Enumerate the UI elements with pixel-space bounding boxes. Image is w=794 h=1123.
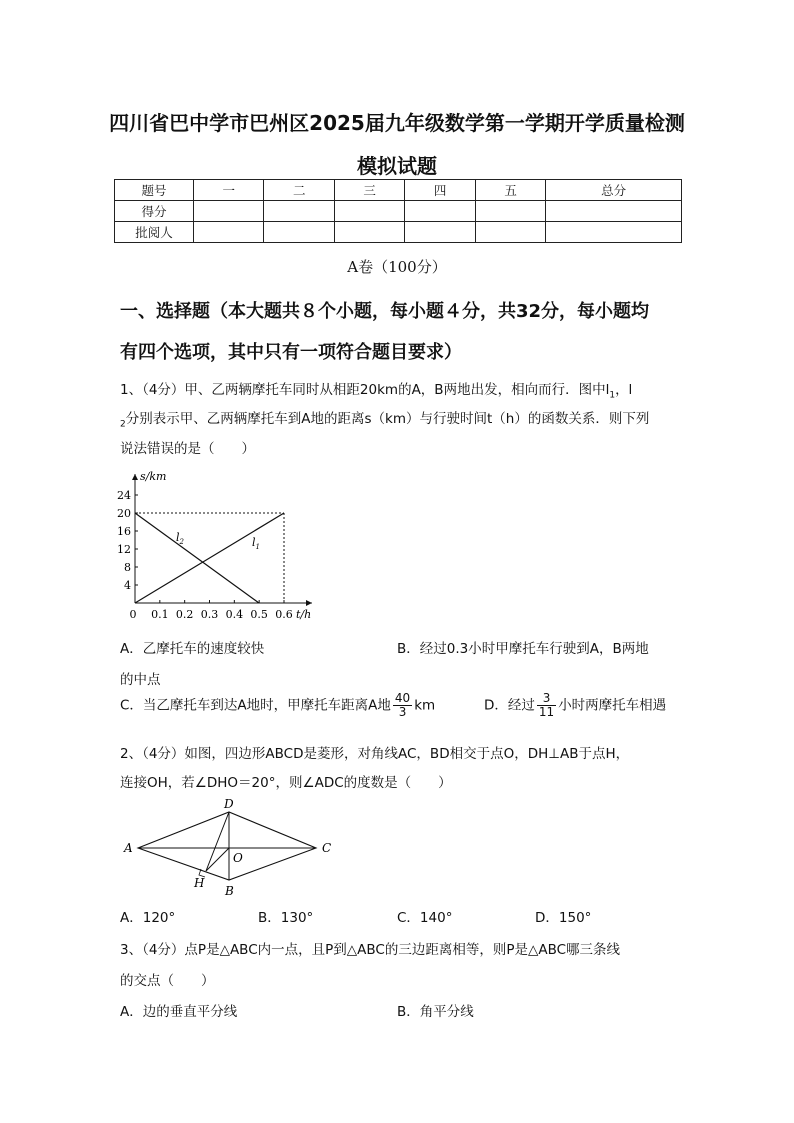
y-tick-label: 4 bbox=[124, 579, 131, 592]
volume-heading: A卷（100分） bbox=[347, 258, 447, 276]
x-tick-label: 0.5 bbox=[250, 608, 268, 621]
score-table-header-row bbox=[115, 180, 682, 201]
x-axis-label: t/h bbox=[296, 608, 312, 621]
l2-label: $l_2$ bbox=[176, 531, 184, 546]
q1-option-d-text: D．经过 bbox=[484, 697, 535, 714]
question-2-line1: 2、（4分）如图，四边形ABCD是菱形，对角线AC，BD相交于点O，DH⊥AB于点H， bbox=[120, 746, 630, 762]
page-title: 四川省巴中学市巴州区2025届九年级数学第一学期开学质量检测 bbox=[109, 111, 685, 135]
score-cell bbox=[475, 222, 545, 243]
q1-option-d bbox=[484, 692, 666, 719]
score-cell bbox=[194, 201, 264, 222]
y-tick-label: 16 bbox=[117, 525, 131, 538]
segment-oh bbox=[206, 848, 229, 871]
fraction bbox=[537, 692, 556, 719]
x-tick-label: 0.1 bbox=[151, 608, 169, 621]
score-table bbox=[114, 179, 682, 243]
denominator: 3 bbox=[398, 705, 407, 719]
segment-dh bbox=[206, 812, 229, 871]
score-table-header: 五 bbox=[475, 180, 545, 201]
page-title-line2: 模拟试题 bbox=[357, 154, 437, 178]
score-cell bbox=[264, 201, 334, 222]
q2-option-a: A．120° bbox=[120, 910, 176, 926]
rhombus-figure bbox=[112, 794, 352, 898]
denominator: 11 bbox=[538, 705, 555, 719]
y-tick-label: 12 bbox=[117, 543, 131, 556]
distance-time-graph bbox=[112, 466, 322, 626]
section-heading: 一、选择题（本大题共８个小题，每小题４分，共32分，每小题均 bbox=[120, 301, 650, 322]
q1-sub: 1 bbox=[609, 390, 616, 401]
question-3-line2: 的交点（ ） bbox=[120, 973, 215, 989]
y-tick-label: 24 bbox=[117, 489, 131, 502]
question-1-line1 bbox=[120, 378, 632, 401]
score-table-header: 题号 bbox=[115, 180, 194, 201]
q3-option-b: B．角平分线 bbox=[397, 1004, 474, 1020]
q1-text: 1、（4分）甲、乙两辆摩托车同时从相距20km的A，B两地出发，相向而行．图中l bbox=[120, 382, 610, 398]
score-table-row-label: 批阅人 bbox=[115, 222, 194, 243]
line-l2 bbox=[135, 513, 259, 603]
q1-option-b-cont: 的中点 bbox=[120, 672, 161, 688]
score-cell bbox=[475, 201, 545, 222]
score-cell bbox=[334, 201, 404, 222]
y-axis-arrow bbox=[132, 474, 138, 480]
q1-option-b: B．经过0.3小时甲摩托车行驶到A，B两地 bbox=[397, 641, 649, 657]
q2-option-b: B．130° bbox=[258, 910, 314, 926]
line-l1 bbox=[135, 513, 284, 603]
q3-option-a: A．边的垂直平分线 bbox=[120, 1004, 238, 1020]
question-1-line3: 说法错误的是（ ） bbox=[120, 441, 255, 457]
label-d: D bbox=[224, 797, 234, 811]
score-table-row bbox=[115, 201, 682, 222]
question-1-line2 bbox=[120, 407, 649, 430]
q1-option-a: A．乙摩托车的速度较快 bbox=[120, 641, 265, 657]
score-cell bbox=[264, 222, 334, 243]
x-axis-arrow bbox=[306, 600, 312, 606]
score-cell bbox=[546, 201, 682, 222]
label-c: C bbox=[322, 841, 332, 855]
y-tick-label: 20 bbox=[117, 507, 131, 520]
q1-option-c-text: C．当乙摩托车到达A地时，甲摩托车距离A地 bbox=[120, 697, 391, 714]
rhombus-abcd bbox=[138, 812, 316, 880]
fraction bbox=[393, 692, 412, 719]
l1-label: $l_1$ bbox=[252, 536, 260, 551]
label-a: A bbox=[124, 841, 133, 855]
x-tick-label: 0 bbox=[129, 608, 137, 621]
score-cell bbox=[405, 222, 475, 243]
x-tick-label: 0.3 bbox=[200, 608, 219, 621]
score-table-header: 四 bbox=[405, 180, 475, 201]
label-b: B bbox=[225, 884, 234, 898]
q1-option-c-unit: km bbox=[414, 697, 436, 714]
x-tick-label: 0.4 bbox=[225, 608, 244, 621]
label-o: O bbox=[233, 851, 243, 865]
score-cell bbox=[546, 222, 682, 243]
score-table-header: 二 bbox=[264, 180, 334, 201]
question-2-line2: 连接OH，若∠DHO＝20°，则∠ADC的度数是（ ） bbox=[120, 775, 452, 791]
y-axis-label: s/km bbox=[140, 470, 167, 483]
x-tick-label: 0.2 bbox=[175, 608, 194, 621]
y-tick-label: 8 bbox=[124, 561, 131, 574]
q1-text-2: 分别表示甲、乙两辆摩托车到A地的距离s（km）与行驶时间t（h）的函数关系．则下列 bbox=[125, 411, 650, 427]
score-table-header: 一 bbox=[194, 180, 264, 201]
x-tick-label: 0.6 bbox=[275, 608, 293, 621]
score-table-header: 总分 bbox=[546, 180, 682, 201]
numerator: 40 bbox=[394, 691, 411, 705]
score-table-header: 三 bbox=[334, 180, 404, 201]
score-cell bbox=[405, 201, 475, 222]
numerator: 3 bbox=[537, 692, 556, 706]
q2-option-d: D．150° bbox=[535, 910, 592, 926]
score-cell bbox=[334, 222, 404, 243]
score-table-row-label: 得分 bbox=[115, 201, 194, 222]
q1-sub2: 2 bbox=[120, 419, 126, 430]
section-heading-line2: 有四个选项，其中只有一项符合题目要求） bbox=[120, 342, 462, 363]
score-cell bbox=[194, 222, 264, 243]
q1-option-c bbox=[120, 692, 435, 719]
question-3-line1: 3、（4分）点P是△ABC内一点，且P到△ABC的三边距离相等，则P是△ABC哪三条线 bbox=[120, 942, 621, 958]
label-h: H bbox=[194, 876, 205, 890]
q1-option-d-text-2: 小时两摩托车相遇 bbox=[558, 697, 667, 714]
score-table-row bbox=[115, 222, 682, 243]
q1-text-mid: ，l bbox=[615, 382, 633, 398]
q2-option-c: C．140° bbox=[397, 910, 453, 926]
